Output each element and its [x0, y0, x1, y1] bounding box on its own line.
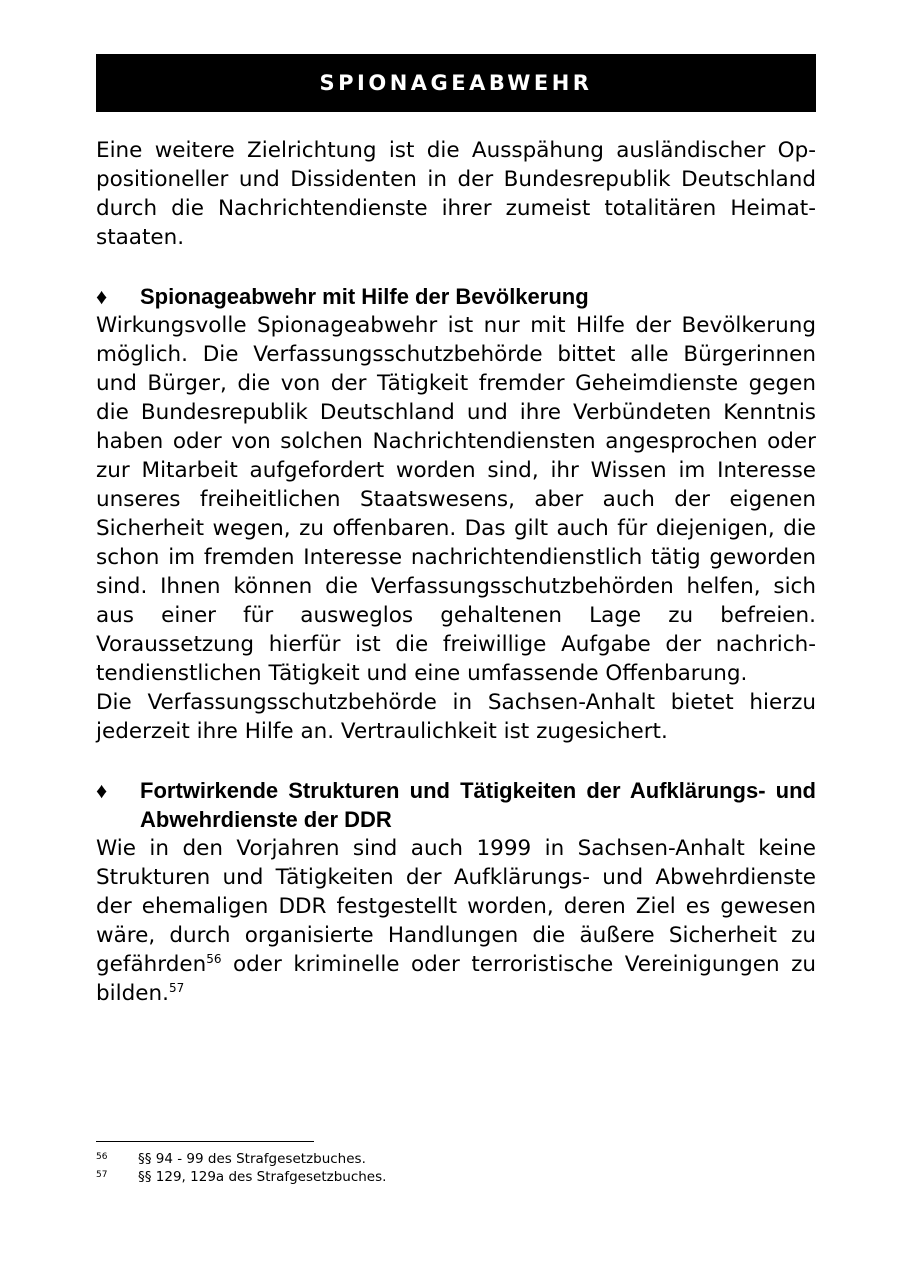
footnote-divider: [96, 1141, 314, 1142]
heading-spionageabwehr: [96, 282, 816, 311]
footnote-item: [96, 1150, 816, 1168]
heading-text: Spionageabwehr mit Hilfe der Bevölkerung: [140, 284, 589, 309]
paragraph-text: Wie in den Vorjahren sind auch 1999 in Sachsen-Anhalt keine Strukturen und Tätigkeiten der Aufklärungs- und Abwehrdienste der ehemaligen DDR festgestellt worden, deren Ziel es gewesen wäre, durch organisierte Handlungen die äußere Sicherheit zu gefährden: [96, 836, 816, 977]
section-title: SPIONAGEABWEHR: [319, 71, 593, 95]
footnote-text: §§ 94 - 99 des Strafgesetzbuches.: [138, 1151, 366, 1167]
diamond-bullet-icon: ♦: [96, 778, 108, 803]
section-header: [96, 54, 816, 112]
paragraph-ddr: [96, 834, 816, 1008]
footnote-ref-57[interactable]: 57: [168, 980, 185, 995]
footnote-number: 56: [96, 1152, 108, 1162]
footnote-ref-56[interactable]: 56: [206, 951, 222, 966]
page-content: [96, 54, 816, 1008]
footnote-item: [96, 1168, 816, 1186]
paragraph-text: oder kriminelle oder terroristische Vereinigungen zu bilden.: [96, 952, 816, 1006]
paragraph-angebot: Die Verfassungsschutzbehörde in Sachsen-Anhalt bietet hierzu jederzeit ihre Hilfe an. Vertraulichkeit ist zugesichert.: [96, 690, 816, 744]
heading-fortwirkende-strukturen: [96, 776, 816, 834]
paragraph-hilfe: Wirkungsvolle Spionageabwehr ist nur mit Hilfe der Bevölkerung möglich. Die Verfassungsschutzbehörde bittet alle Bürgerinnen und Bürger, die von der Tätigkeit fremder Geheimdienste gegen die Bundesrepublik Deutschland und ihre Verbündeten Kenntnis haben oder von solchen Nachrichtendiensten angesprochen oder zur Mitarbeit aufgefordert worden sind, ihr Wissen im Interesse unseres freiheitlichen Staatswesens, aber auch der eigenen Sicherheit wegen, zu offenbaren. Das gilt auch für diejenigen, die schon im fremden Interesse nachrichtendienstlich tätig geworden sind. Ihnen können die Verfassungsschutzbehörden helfen, sich aus einer für ausweglos gehaltenen Lage zu befreien. Voraussetzung hierfür ist die freiwillige Aufgabe der nachrichtendienstlichen Tätigkeit und eine umfassende Offenbarung.: [96, 313, 816, 686]
footnote-number: 57: [96, 1170, 108, 1180]
footnote-text: §§ 129, 129a des Strafgesetzbuches.: [138, 1169, 387, 1185]
heading-text: Fortwirkende Strukturen und Tätigkeiten der Aufklärungs- und Abwehrdienste der DDR: [140, 778, 816, 832]
diamond-bullet-icon: ♦: [96, 284, 108, 309]
paragraph-intro: Eine weitere Zielrichtung ist die Ausspähung ausländischer Oppositioneller und Dissidenten in der Bundesrepublik Deutschland durch die Nachrichtendienste ihrer zumeist totalitären Heimatstaaten.: [96, 138, 816, 250]
footnotes: [96, 1150, 816, 1186]
